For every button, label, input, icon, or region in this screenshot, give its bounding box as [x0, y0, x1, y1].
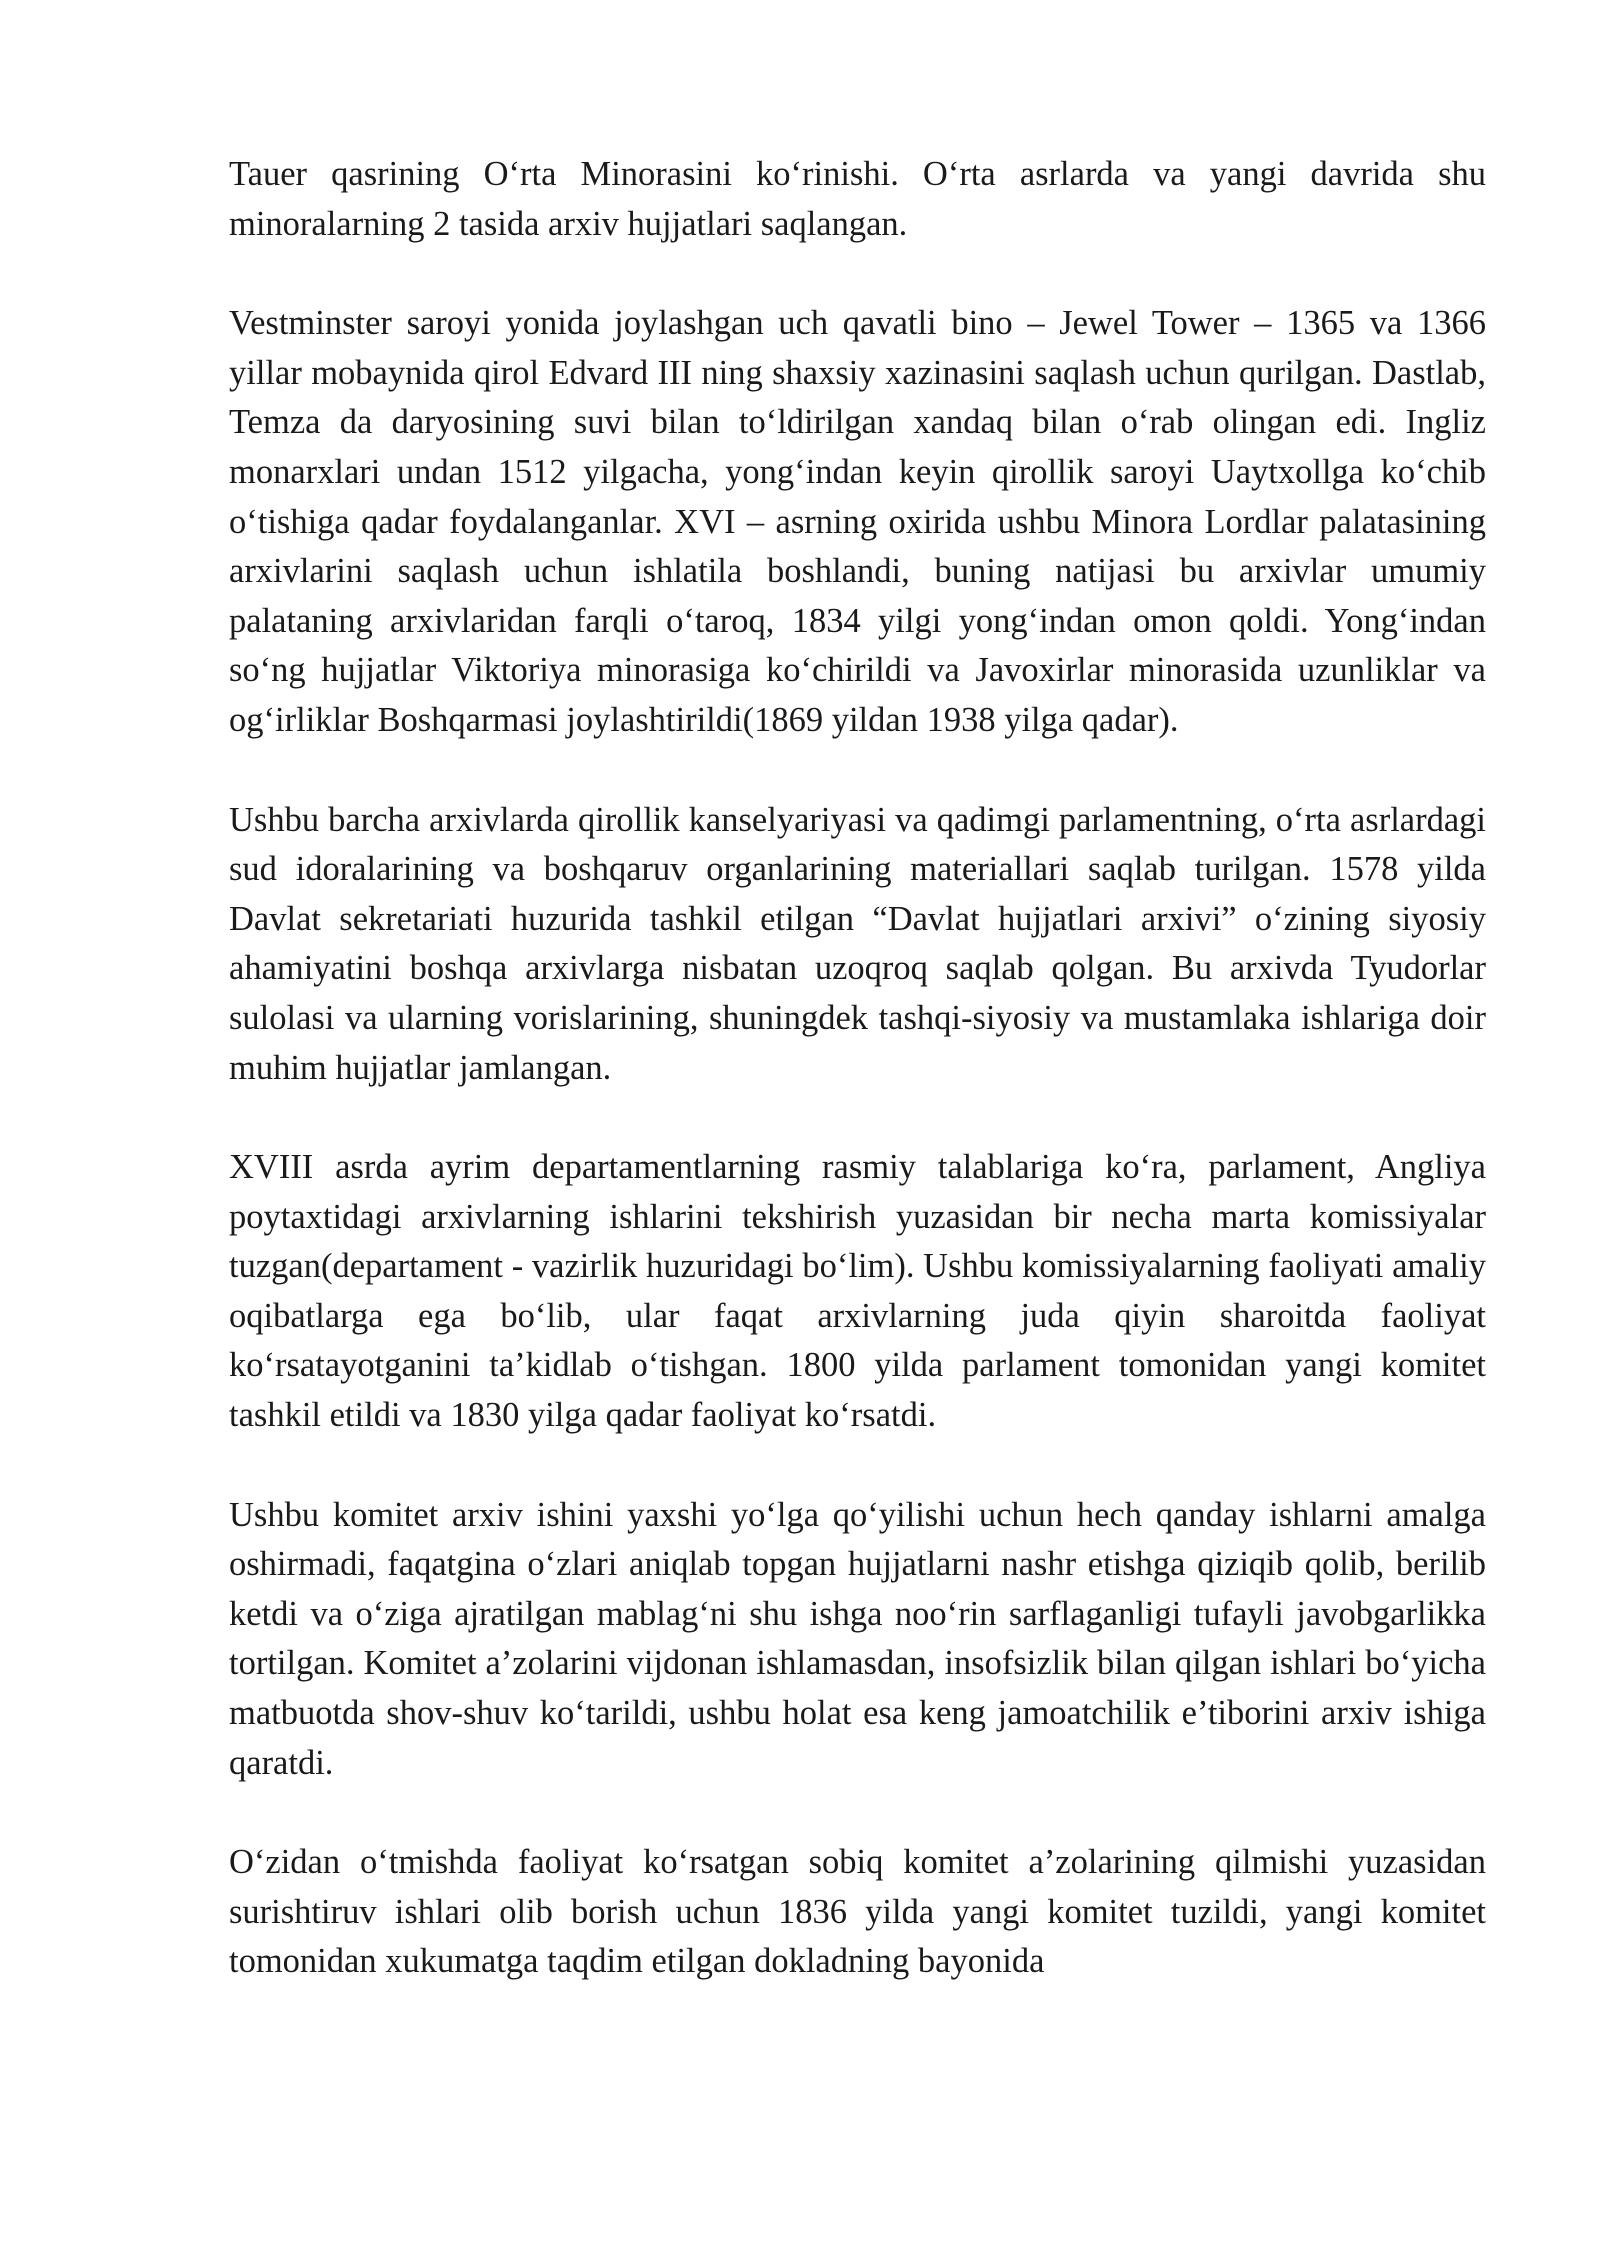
- paragraph-new-committee-1836: O‘zidan o‘tmishda faoliyat ko‘rsatgan sobiq komitet a’zolarining qilmishi yuzasidan surishtiruv ishlari olib borish uchun 1836 yilda yangi komitet tuzildi, yangi komitet tomonidan xukumatga taqdim etilgan dokladning bayonida: [229, 1843, 1486, 1981]
- paragraph-jewel-tower: Vestminster saroyi yonida joylashgan uch qavatli bino – Jewel Tower – 1365 va 1366 yillar mobaynida qirol Edvard III ning shaxsiy xazinasini saqlash uchun qurilgan. Dastlab, Temza da daryosining suvi bilan to‘ldirilgan xandaq bilan o‘rab olingan edi. Ingliz monarxlari undan 1512 yilgacha, yong‘indan keyin qirollik saroyi Uaytxollga ko‘chib o‘tishiga qadar foydalanganlar. XVI – asrning oxirida ushbu Minora Lordlar palatasining arxivlarini saqlash uchun ishlatila boshlandi, buning natijasi bu arxivlar umumiy palataning arxivlaridan farqli o‘taroq, 1834 yilgi yong‘indan omon qoldi. Yong‘indan so‘ng hujjatlar Viktoriya minorasiga ko‘chirildi va Javoxirlar minorasida uzunliklar va og‘irliklar Boshqarmasi joylashtirildi(1869 yildan 1938 yilga qadar).: [229, 304, 1486, 739]
- paragraph-archives-materials: Ushbu barcha arxivlarda qirollik kanselyariyasi va qadimgi parlamentning, o‘rta asrlardagi sud idoralarining va boshqaruv organlarining materiallari saqlab turilgan. 1578 yilda Davlat sekretariati huzurida tashkil etilgan “Davlat hujjatlari arxivi” o‘zining siyosiy ahamiyatini boshqa arxivlarga nisbatan uzoqroq saqlab qolgan. Bu arxivda Tyudorlar sulolasi va ularning vorislarining, shuningdek tashqi-siyosiy va mustamlaka ishlariga doir muhim hujjatlar jamlangan.: [229, 800, 1486, 1087]
- document-body: [229, 150, 1486, 2037]
- paragraph-xviii-century-commissions: XVIII asrda ayrim departamentlarning rasmiy talablariga ko‘ra, parlament, Angliya poytaxtidagi arxivlarning ishlarini tekshirish yuzasidan bir necha marta komissiyalar tuzgan(departament - vazirlik huzuridagi bo‘lim). Ushbu komissiyalarning faoliyati amaliy oqibatlarga ega bo‘lib, ular faqat arxivlarning juda qiyin sharoitda faoliyat ko‘rsatayotganini ta’kidlab o‘tishgan. 1800 yilda parlament tomonidan yangi komitet tashkil etildi va 1830 yilga qadar faoliyat ko‘rsatdi.: [229, 1148, 1486, 1435]
- paragraph-committee-failure: Ushbu komitet arxiv ishini yaxshi yo‘lga qo‘yilishi uchun hech qanday ishlarni amalga oshirmadi, faqatgina o‘zlari aniqlab topgan hujjatlarni nashr etishga qiziqib qolib, berilib ketdi va o‘ziga ajratilgan mablag‘ni shu ishga noo‘rin sarflaganligi tufayli javobgarlikka tortilgan. Komitet a’zolarini vijdonan ishlamasdan, insofsizlik bilan qilgan ishlari bo‘yicha matbuotda shov-shuv ko‘tarildi, ushbu holat esa keng jamoatchilik e’tiborini arxiv ishiga qaratdi.: [229, 1495, 1486, 1782]
- paragraph-tower-view: Tauer qasrining O‘rta Minorasini ko‘rinishi. O‘rta asrlarda va yangi davrida shu minoralarning 2 tasida arxiv hujjatlari saqlangan.: [229, 155, 1486, 243]
